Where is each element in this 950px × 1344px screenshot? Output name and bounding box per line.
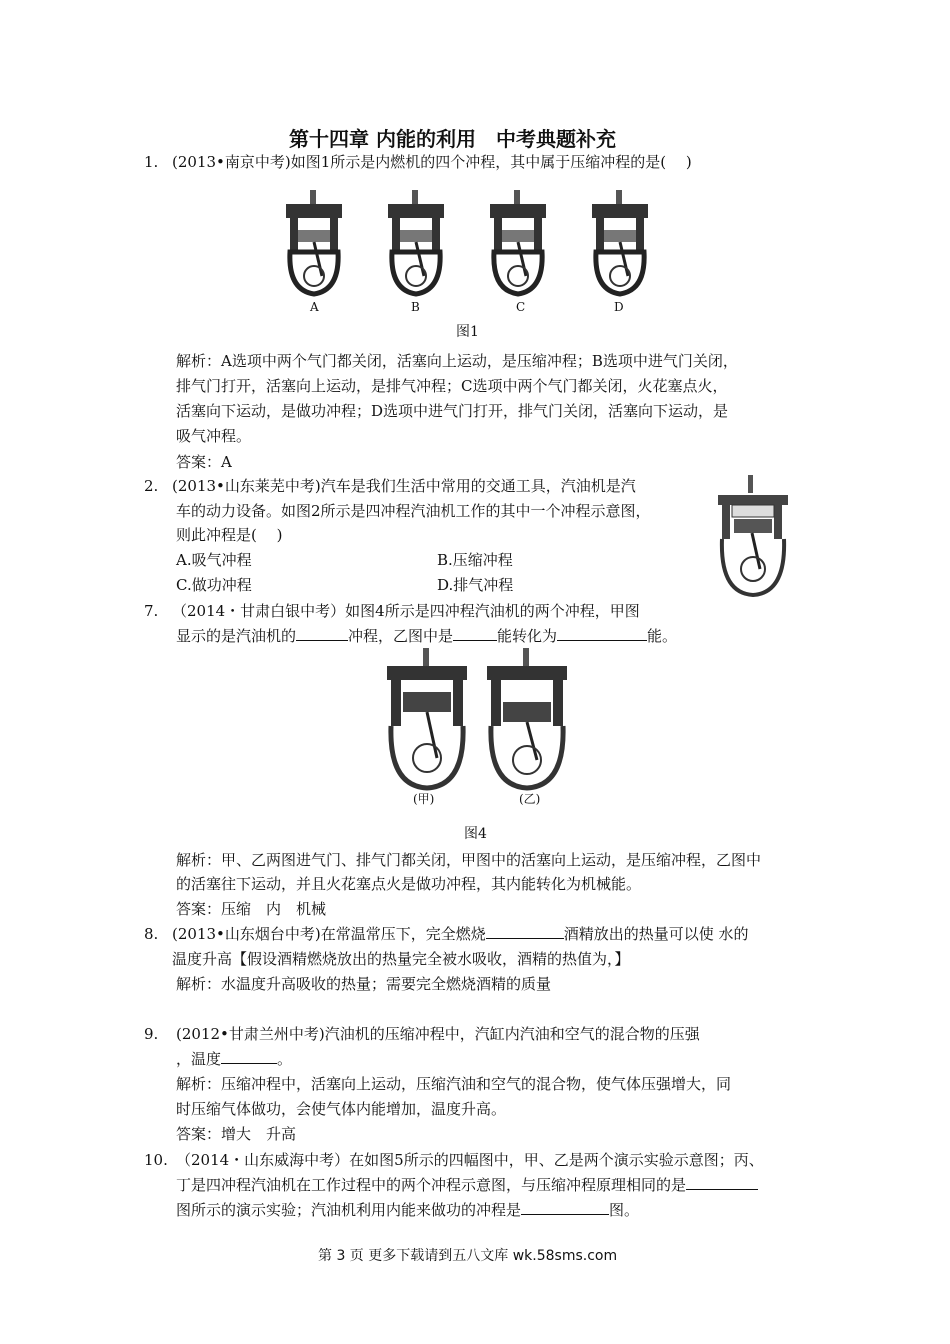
text: 能转化为	[497, 627, 558, 645]
question-stem: (2013•山东莱芜中考)汽车是我们生活中常用的交通工具，汽油机是汽	[172, 477, 636, 495]
question-stem-line	[176, 625, 677, 647]
analysis-line: 活塞向下运动，是做功冲程；D选项中进气门打开，排气门关闭，活塞向下运动，是	[176, 402, 729, 420]
figure-caption: 图1	[456, 324, 479, 340]
answer-line: 答案：A	[176, 453, 232, 471]
answer-line: 答案：压缩 内 机械	[176, 900, 327, 918]
figure-2-engine-icon	[712, 475, 794, 600]
page-title: 第十四章 内能的利用 中考典题补充	[289, 127, 616, 151]
analysis-line: 的活塞往下运动，并且火花塞点火是做功冲程，其内能转化为机械能。	[176, 875, 642, 893]
text: 。	[277, 1050, 293, 1068]
engine-label-jia: (甲)	[413, 792, 435, 806]
engine-jia-icon	[387, 648, 467, 788]
question-stem: (2012•甘肃兰州中考)汽油机的压缩冲程中，汽缸内汽油和空气的混合物的压强	[176, 1025, 700, 1043]
option-a: A.吸气冲程	[176, 551, 252, 569]
engine-label-c: C	[516, 300, 526, 314]
analysis-line: 时压缩气体做功，会使气体内能增加，温度升高。	[176, 1100, 507, 1118]
answer-blank[interactable]	[453, 626, 497, 641]
question-number: 9.	[144, 1025, 159, 1043]
answer-blank[interactable]	[296, 626, 348, 641]
question-stem: 温度升高【假设酒精燃烧放出的热量完全被水吸收，酒精的热值为，】	[172, 950, 630, 968]
engine-b-icon	[388, 190, 444, 294]
engine-yi-icon	[487, 648, 567, 788]
text: 冲程，乙图中是	[348, 627, 454, 645]
text: ，温度	[176, 1050, 222, 1068]
option-b: B.压缩冲程	[437, 551, 513, 569]
question-stem-line	[172, 923, 749, 945]
analysis-line: 解析：压缩冲程中，活塞向上运动，压缩汽油和空气的混合物，使气体压强增大，同	[176, 1075, 732, 1093]
question-stem: (2013•南京中考)如图1所示是内燃机的四个冲程，其中属于压缩冲程的是( )	[172, 153, 692, 171]
question-number: 8.	[144, 925, 159, 943]
answer-line: 答案：增大 升高	[176, 1125, 297, 1143]
option-c: C.做功冲程	[176, 576, 252, 594]
text: 图。	[609, 1201, 640, 1219]
text: (2013•山东烟台中考)在常温常压下，完全燃烧	[172, 925, 486, 943]
question-stem-line	[176, 1174, 758, 1196]
figure-1-engines	[270, 190, 670, 320]
question-stem: 则此冲程是( )	[176, 526, 283, 544]
engine-label-a: A	[310, 300, 319, 314]
analysis-line: 解析：A选项中两个气门都关闭，活塞向上运动，是压缩冲程；B选项中进气门关闭，	[176, 352, 738, 370]
answer-blank[interactable]	[486, 924, 564, 939]
question-number: 1.	[144, 153, 159, 171]
question-number: 2.	[144, 477, 159, 495]
analysis-line: 解析：甲、乙两图进气门、排气门都关闭，甲图中的活塞向上运动，是压缩冲程，乙图中	[176, 851, 762, 869]
option-d: D.排气冲程	[437, 576, 514, 594]
answer-blank[interactable]	[686, 1175, 758, 1190]
question-stem: （2014・甘肃白银中考）如图4所示是四冲程汽油机的两个冲程，甲图	[172, 602, 640, 620]
engine-d-icon	[592, 190, 648, 294]
page-footer: 第 3 页 更多下载请到五八文库 wk.58sms.com	[318, 1248, 618, 1264]
analysis-line: 解析：水温度升高吸收的热量；需要完全燃烧酒精的质量	[176, 975, 552, 993]
figure-caption: 图4	[464, 826, 487, 842]
engine-c-icon	[490, 190, 546, 294]
answer-blank[interactable]	[521, 1200, 609, 1215]
text: 酒精放出的热量可以使 水的	[563, 925, 749, 943]
question-number: 10.	[144, 1151, 168, 1169]
answer-blank[interactable]	[221, 1049, 277, 1064]
analysis-line: 排气门打开，活塞向上运动，是排气冲程；C选项中两个气门都关闭，火花塞点火，	[176, 377, 728, 395]
analysis-line: 吸气冲程。	[176, 427, 252, 445]
question-stem: （2014・山东威海中考）在如图5所示的四幅图中，甲、乙是两个演示实验示意图；丙、	[176, 1151, 764, 1169]
text: 图所示的演示实验；汽油机利用内能来做功的冲程是	[176, 1201, 522, 1219]
text: 能。	[647, 627, 678, 645]
question-stem-line	[176, 1048, 292, 1070]
engine-label-b: B	[411, 300, 420, 314]
answer-blank[interactable]	[557, 626, 647, 641]
engine-a-icon	[286, 190, 342, 294]
question-stem-line	[176, 1199, 639, 1221]
engine-label-d: D	[614, 300, 624, 314]
question-number: 7.	[144, 602, 159, 620]
question-stem: 车的动力设备。如图2所示是四冲程汽油机工作的其中一个冲程示意图，	[176, 502, 651, 520]
engine-label-yi: (乙)	[519, 792, 541, 806]
figure-4-engines	[383, 648, 573, 806]
text: 显示的是汽油机的	[176, 627, 297, 645]
text: 丁是四冲程汽油机在工作过程中的两个冲程示意图，与压缩冲程原理相同的是	[176, 1176, 687, 1194]
